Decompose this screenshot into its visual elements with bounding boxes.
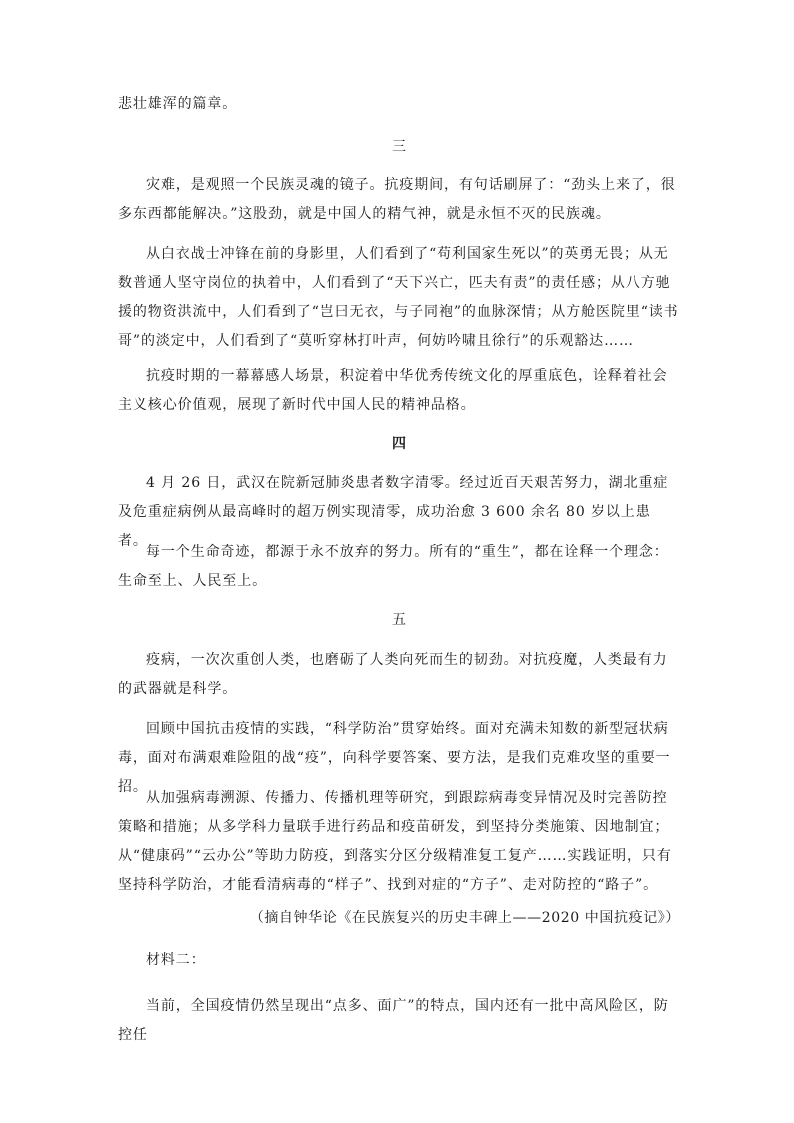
paragraph: 从白衣战士冲锋在前的身影里，人们看到了“苟利国家生死以”的英勇无畏；从无数普通人坚守岗位的执着中，人们看到了“天下兴亡，匹夫有责”的责任感；从八方驰援的物资洪流中，人们看到了“岂曰无衣，与子同袍”的血脉深情；从方舱医院里“读书哥”的淡定中，人们看到了“莫听穿林打叶声，何妨吟啸且徐行”的乐观豁达…… [118,246,679,349]
paragraph: 回顾中国抗击疫情的实践，“科学防治”贯穿始终。面对充满未知数的新型冠状病毒，面对布满艰难险阻的战“疫”，向科学要答案、要方法，是我们克难攻坚的重要一招。 [118,721,671,795]
paragraph: 4 月 26 日，武汉在院新冠肺炎患者数字清零。经过近百天艰苦努力，湖北重症及危重症病例从最高峰时的超万例实现清零，成功治愈 3 600 余名 80 岁以上患者。 [118,475,669,549]
paragraph: 当前，全国疫情仍然呈现出“点多、面广”的特点，国内还有一批中高风险区，防控任 [118,998,669,1043]
paragraph-continuation: 悲壮雄浑的篇章。 [118,96,238,112]
paragraph: 灾难，是观照一个民族灵魂的镜子。抗疫期间，有句话刷屏了：“劲头上来了，很多东西都能解决。”这股劲，就是中国人的精气神，就是永恒不灭的民族魂。 [118,177,676,222]
paragraph: 从加强病毒溯源、传播力、传播机理等研究，到跟踪病毒变异情况及时完善防控策略和措施；从多学科力量联手进行药品和疫苗研发，到坚持分类施策、因地制宜；从“健康码”“云办公”等助力防疫，到落实分区分级精准复工复产……实践证明，只有坚持科学防治，才能看清病毒的“样子”、找到对症的“方子”、走对防控的“路子”。 [118,790,672,893]
material-label: 材料二： [146,952,206,968]
paragraph: 疫病，一次次重创人类，也磨砺了人类向死而生的韧劲。对抗疫魔，人类最有力的武器就是科学。 [118,652,668,697]
paragraph: 抗疫时期的一幕幕感人场景，积淀着中华优秀传统文化的厚重底色，诠释着社会主义核心价值观，展现了新时代中国人民的精神品格。 [118,368,668,413]
section-heading-4: 四 [392,436,406,452]
section-heading-3: 三 [392,139,406,155]
paragraph: 每一个生命奇迹，都源于永不放弃的努力。所有的“重生”，都在诠释一个理念：生命至上、人民至上。 [118,544,669,589]
source-citation: （摘自钟华论《在民族复兴的历史丰碑上——2020 中国抗疫记》） [249,910,680,926]
section-heading-5: 五 [392,612,406,628]
